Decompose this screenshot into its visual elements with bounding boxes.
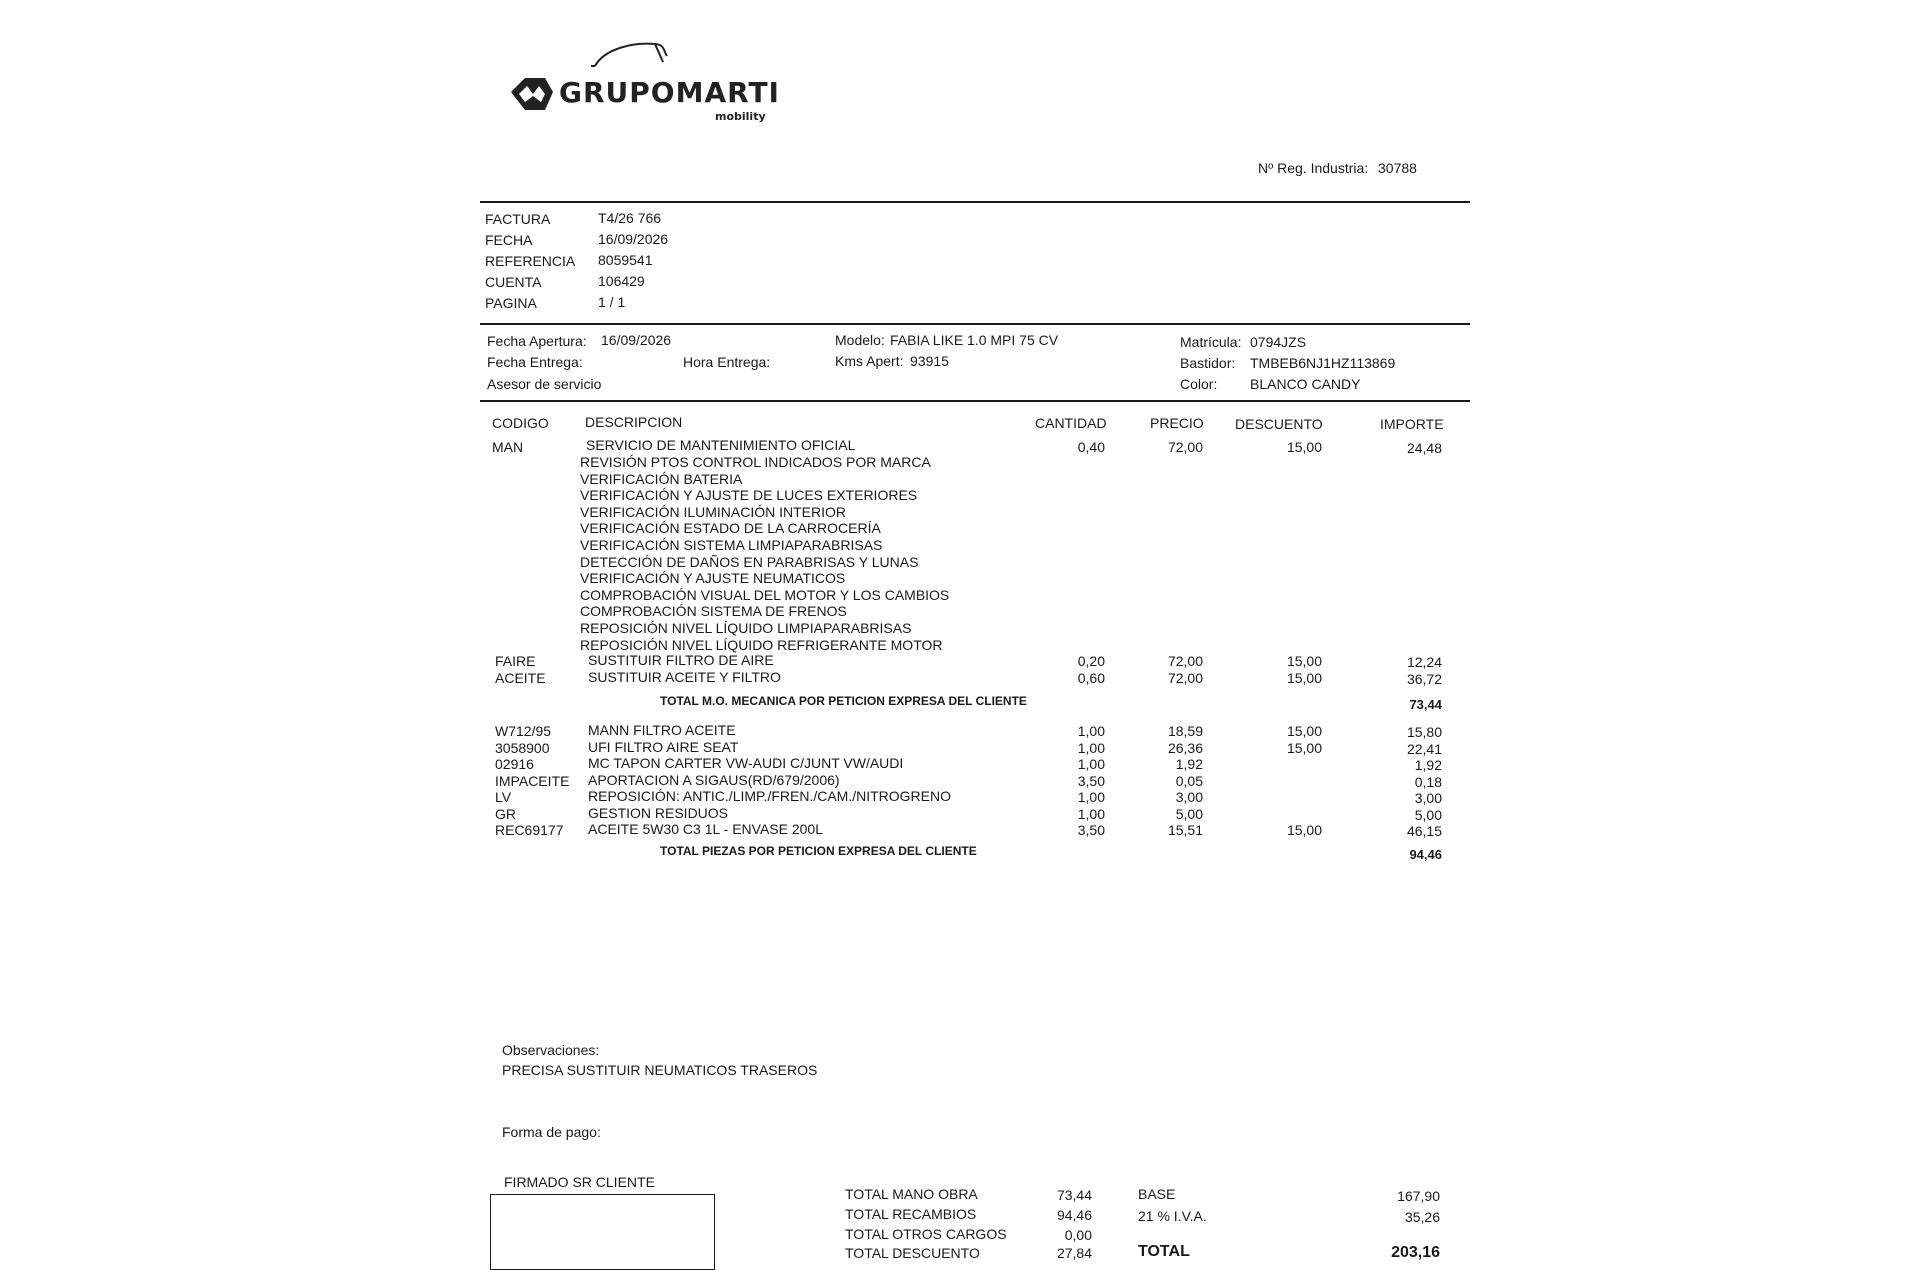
col-header-codigo: CODIGO bbox=[492, 415, 549, 431]
man-cantidad: 0,40 bbox=[1077, 439, 1105, 455]
row-descripcion: UFI FILTRO AIRE SEAT bbox=[588, 738, 739, 755]
bastidor-value: TMBEB6NJ1HZ113869 bbox=[1250, 355, 1396, 371]
pagina-value: 1 / 1 bbox=[598, 294, 626, 310]
matricula-value: 0794JZS bbox=[1250, 334, 1307, 350]
man-precio: 72,00 bbox=[1167, 439, 1203, 455]
row-precio: 72,00 bbox=[1167, 653, 1203, 669]
row-descripcion: REPOSICIÓN: ANTIC./LIMP./FREN./CAM./NITROGRENO bbox=[588, 788, 952, 804]
fecha-apertura-value: 16/09/2026 bbox=[601, 332, 672, 348]
row-codigo: IMPACEITE bbox=[495, 772, 570, 789]
row-codigo: REC69177 bbox=[495, 822, 564, 838]
row-codigo: GR bbox=[495, 805, 516, 822]
observaciones-value: PRECISA SUSTITUIR NEUMATICOS TRASEROS bbox=[502, 1062, 818, 1078]
man-importe: 24,48 bbox=[1406, 440, 1442, 456]
row-descripcion: MANN FILTRO ACEITE bbox=[588, 722, 736, 738]
man-sub-line: REPOSICIÓN NIVEL LÍQUIDO LIMPIAPARABRISAS bbox=[580, 620, 912, 636]
row-codigo: 3058900 bbox=[495, 739, 550, 756]
row-descripcion: ACEITE 5W30 C3 1L - ENVASE 200L bbox=[588, 821, 823, 837]
row-importe: 3,00 bbox=[1414, 790, 1442, 806]
row-importe: 46,15 bbox=[1406, 823, 1442, 839]
man-sub-line: REPOSICIÓN NIVEL LÍQUIDO REFRIGERANTE MOTOR bbox=[580, 636, 943, 653]
kms-label: Kms Apert: bbox=[835, 353, 904, 369]
asesor-label: Asesor de servicio bbox=[487, 376, 602, 392]
row-precio: 5,00 bbox=[1175, 805, 1203, 822]
color-label: Color: bbox=[1180, 376, 1218, 392]
row-cantidad: 1,00 bbox=[1077, 756, 1105, 772]
total-descuento-value: 27,84 bbox=[1056, 1245, 1092, 1261]
man-codigo: MAN bbox=[492, 439, 524, 455]
man-sub-line: VERIFICACIÓN ESTADO DE LA CARROCERÍA bbox=[580, 520, 881, 537]
bastidor-label: Bastidor: bbox=[1180, 355, 1236, 371]
base-label: BASE bbox=[1138, 1186, 1176, 1202]
man-sub-line: VERIFICACIÓN Y AJUSTE DE LUCES EXTERIORES bbox=[580, 487, 918, 504]
row-codigo: LV bbox=[495, 789, 512, 805]
cuenta-label: CUENTA bbox=[485, 274, 542, 290]
row-descuento: 15,00 bbox=[1286, 653, 1322, 669]
row-descripcion: GESTION RESIDUOS bbox=[588, 804, 729, 821]
row-descripcion: SUSTITUIR FILTRO DE AIRE bbox=[588, 652, 774, 668]
firmado-label: FIRMADO SR CLIENTE bbox=[504, 1174, 655, 1190]
total-recambios-label: TOTAL RECAMBIOS bbox=[845, 1206, 977, 1222]
brand-name: GRUPOMARTI bbox=[559, 76, 780, 109]
divider-vehicle-top bbox=[480, 323, 1470, 325]
row-cantidad: 0,60 bbox=[1077, 669, 1105, 686]
row-descuento: 15,00 bbox=[1286, 822, 1322, 838]
kms-value: 93915 bbox=[910, 353, 949, 369]
row-descuento: 15,00 bbox=[1286, 669, 1322, 686]
row-precio: 3,00 bbox=[1175, 789, 1203, 805]
fecha-entrega-label: Fecha Entrega: bbox=[487, 354, 583, 370]
row-codigo: 02916 bbox=[495, 756, 534, 772]
man-descuento: 15,00 bbox=[1286, 439, 1322, 455]
man-sub-line: COMPROBACIÓN SISTEMA DE FRENOS bbox=[580, 603, 847, 620]
divider-table-top bbox=[480, 400, 1470, 402]
row-descripcion: SUSTITUIR ACEITE Y FILTRO bbox=[588, 668, 781, 685]
row-importe: 15,80 bbox=[1406, 724, 1442, 740]
labor-total-label: TOTAL M.O. MECANICA POR PETICION EXPRESA DEL CLIENTE bbox=[660, 694, 1027, 708]
forma-pago-label: Forma de pago: bbox=[502, 1124, 601, 1140]
col-header-descuento: DESCUENTO bbox=[1235, 416, 1323, 432]
total-value: 203,16 bbox=[1391, 1244, 1440, 1261]
iva-value: 35,26 bbox=[1404, 1209, 1440, 1225]
col-header-cantidad: CANTIDAD bbox=[1035, 415, 1107, 431]
fecha-label: FECHA bbox=[485, 232, 533, 248]
row-precio: 15,51 bbox=[1167, 822, 1203, 838]
row-precio: 0,05 bbox=[1175, 772, 1203, 789]
row-codigo: W712/95 bbox=[495, 723, 552, 739]
row-cantidad: 3,50 bbox=[1077, 772, 1105, 789]
referencia-value: 8059541 bbox=[598, 252, 653, 268]
row-importe: 5,00 bbox=[1414, 806, 1442, 823]
row-codigo: FAIRE bbox=[495, 653, 536, 669]
row-cantidad: 1,00 bbox=[1077, 805, 1105, 822]
col-header-precio: PRECIO bbox=[1150, 415, 1204, 431]
row-importe: 1,92 bbox=[1414, 757, 1442, 773]
row-importe: 12,24 bbox=[1406, 654, 1442, 670]
fecha-apertura-label: Fecha Apertura: bbox=[487, 333, 587, 349]
col-header-importe: IMPORTE bbox=[1380, 416, 1444, 432]
man-sub-line: VERIFICACIÓN SISTEMA LIMPIAPARABRISAS bbox=[580, 537, 883, 553]
cuenta-value: 106429 bbox=[598, 273, 645, 289]
row-precio: 72,00 bbox=[1167, 669, 1203, 686]
row-importe: 36,72 bbox=[1406, 670, 1442, 687]
row-precio: 1,92 bbox=[1175, 756, 1203, 772]
row-codigo: ACEITE bbox=[495, 669, 546, 686]
row-importe: 0,18 bbox=[1414, 773, 1442, 790]
row-cantidad: 1,00 bbox=[1077, 723, 1105, 739]
divider-top bbox=[480, 201, 1470, 203]
factura-value: T4/26 766 bbox=[598, 210, 662, 226]
iva-label: 21 % I.V.A. bbox=[1138, 1208, 1207, 1224]
company-logo bbox=[505, 36, 785, 126]
observaciones-label: Observaciones: bbox=[502, 1042, 600, 1058]
signature-box bbox=[490, 1194, 715, 1270]
fecha-value: 16/09/2026 bbox=[598, 231, 669, 247]
man-sub-line: DETECCIÓN DE DAÑOS EN PARABRISAS Y LUNAS bbox=[580, 553, 919, 570]
total-descuento-label: TOTAL DESCUENTO bbox=[845, 1245, 980, 1261]
base-value: 167,90 bbox=[1397, 1188, 1440, 1204]
modelo-value: FABIA LIKE 1.0 MPI 75 CV bbox=[890, 332, 1059, 348]
modelo-label: Modelo: bbox=[835, 332, 885, 348]
parts-total-value: 94,46 bbox=[1409, 847, 1442, 862]
reg-industria-label: Nº Reg. Industria: bbox=[1258, 160, 1369, 176]
man-sub-line: VERIFICACIÓN BATERIA bbox=[580, 470, 743, 487]
labor-total-value: 73,44 bbox=[1409, 697, 1442, 712]
referencia-label: REFERENCIA bbox=[485, 253, 576, 269]
color-value: BLANCO CANDY bbox=[1250, 376, 1361, 392]
man-sub-line: COMPROBACIÓN VISUAL DEL MOTOR Y LOS CAMBIOS bbox=[580, 586, 950, 603]
parts-total-label: TOTAL PIEZAS POR PETICION EXPRESA DEL CLIENTE bbox=[660, 844, 977, 858]
hora-entrega-label: Hora Entrega: bbox=[683, 354, 771, 370]
total-label: TOTAL bbox=[1138, 1243, 1190, 1260]
man-descripcion: SERVICIO DE MANTENIMIENTO OFICIAL bbox=[586, 437, 856, 453]
row-descripcion: MC TAPON CARTER VW-AUDI C/JUNT VW/AUDI bbox=[588, 755, 904, 771]
total-otros-value: 0,00 bbox=[1064, 1227, 1092, 1243]
man-sub-line: VERIFICACIÓN Y AJUSTE NEUMATICOS bbox=[580, 570, 846, 587]
row-importe: 22,41 bbox=[1406, 740, 1442, 757]
row-precio: 18,59 bbox=[1167, 723, 1203, 739]
row-descuento: 15,00 bbox=[1286, 723, 1322, 739]
total-otros-label: TOTAL OTROS CARGOS bbox=[845, 1226, 1007, 1242]
row-cantidad: 0,20 bbox=[1077, 653, 1105, 669]
pagina-label: PAGINA bbox=[485, 295, 537, 311]
man-sub-line: VERIFICACIÓN ILUMINACIÓN INTERIOR bbox=[580, 503, 847, 520]
col-header-descripcion: DESCRIPCION bbox=[585, 414, 683, 430]
row-cantidad: 1,00 bbox=[1077, 789, 1105, 805]
total-mano-obra-label: TOTAL MANO OBRA bbox=[845, 1186, 978, 1202]
man-sub-line: REVISIÓN PTOS CONTROL INDICADOS POR MARCA bbox=[580, 454, 931, 470]
row-precio: 26,36 bbox=[1167, 739, 1203, 756]
row-cantidad: 3,50 bbox=[1077, 822, 1105, 838]
row-cantidad: 1,00 bbox=[1077, 739, 1105, 756]
total-mano-obra-value: 73,44 bbox=[1056, 1187, 1092, 1203]
total-recambios-value: 94,46 bbox=[1056, 1207, 1092, 1223]
factura-label: FACTURA bbox=[485, 211, 551, 227]
matricula-label: Matrícula: bbox=[1180, 334, 1242, 350]
brand-subtitle: mobility bbox=[715, 110, 766, 123]
reg-industria-value: 30788 bbox=[1378, 160, 1417, 176]
row-descripcion: APORTACION A SIGAUS(RD/679/2006) bbox=[588, 771, 840, 788]
row-descuento: 15,00 bbox=[1286, 739, 1322, 756]
